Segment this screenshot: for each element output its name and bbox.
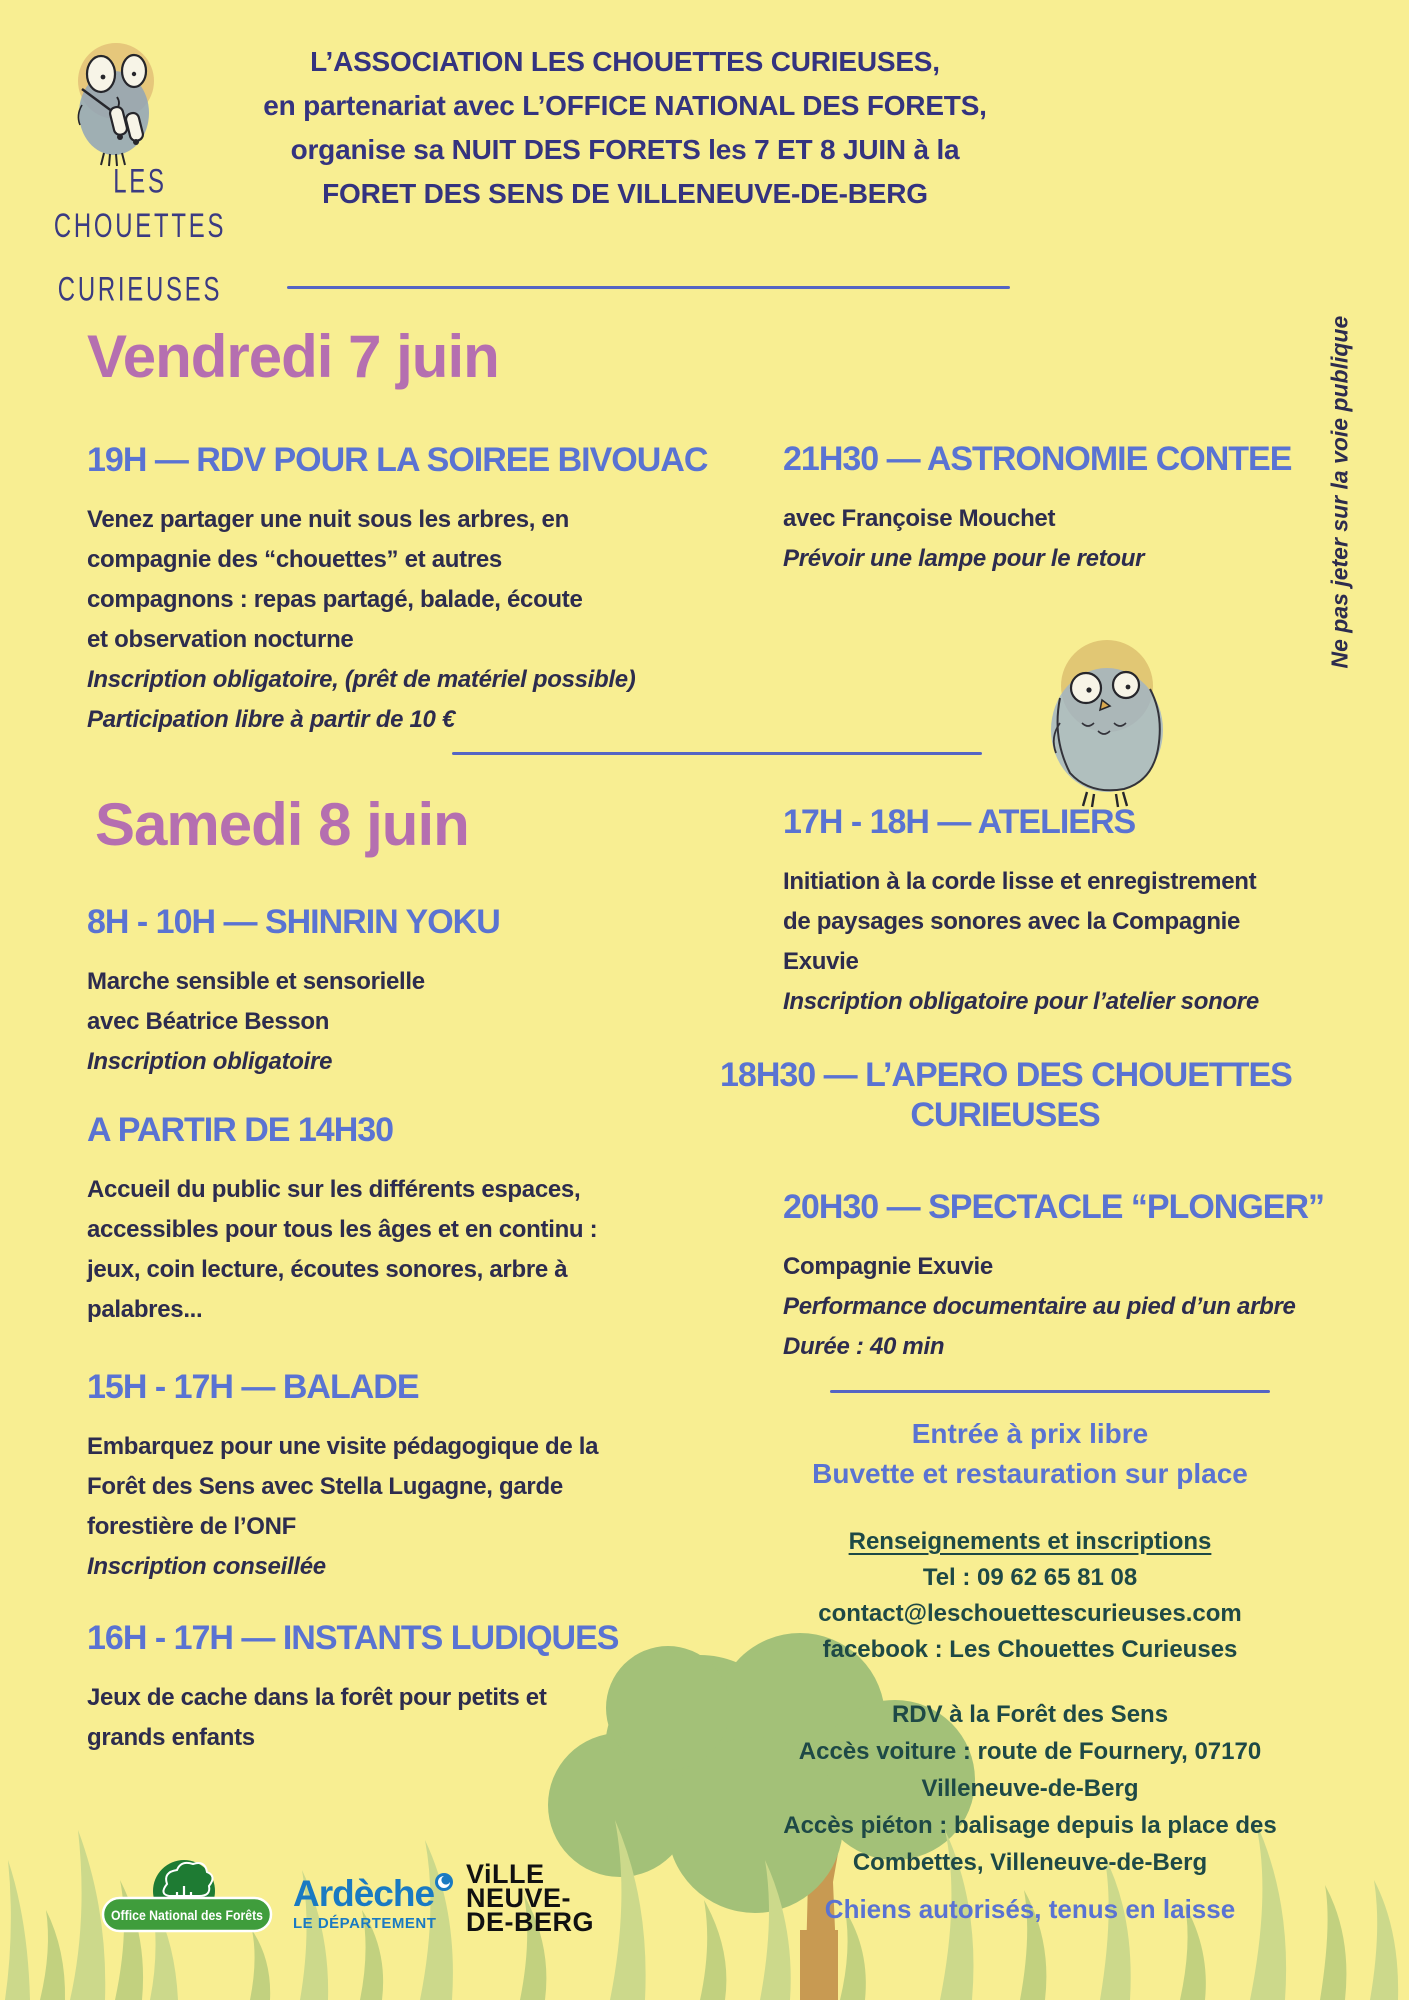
contact-block <box>750 1524 1310 1668</box>
event-accueil-title: A PARTIR DE 14H30 <box>87 1111 394 1149</box>
event-shinrin <box>87 900 602 1082</box>
villeneuve-logo-line3: DE-BERG <box>466 1907 595 1937</box>
header-divider <box>287 286 1010 289</box>
event-bivouac-note2: Participation libre à partir de 10 € <box>87 706 455 733</box>
event-astronomie-title: 21H30 — ASTRONOMIE CONTEE <box>783 440 1292 478</box>
event-apero-title-line1: 18H30 — L’APERO DES CHOUETTES <box>720 1056 1292 1094</box>
access-rdv: RDV à la Forêt des Sens <box>891 1701 1169 1728</box>
entry-line1: Entrée à prix libre <box>911 1418 1149 1449</box>
brand-name-line1: LES CHOUETTES <box>53 160 227 246</box>
header-line4: FORET DES SENS DE VILLENEUVE-DE-BERG <box>322 178 928 209</box>
ardeche-logo-sub: LE DÉPARTEMENT <box>293 1915 437 1932</box>
access-block <box>750 1696 1310 1881</box>
ardeche-logo <box>293 1872 473 1932</box>
event-spectacle-note2: Durée : 40 min <box>783 1333 945 1360</box>
event-accueil <box>87 1108 602 1330</box>
event-ludiques-body: Jeux de cache dans la forêt pour petits et grands enfants <box>87 1684 547 1751</box>
entry-line2: Buvette et restauration sur place <box>812 1458 1248 1489</box>
dogs-note: Chiens autorisés, tenus en laisse <box>824 1894 1236 1924</box>
event-ateliers <box>783 800 1288 1022</box>
villeneuve-logo <box>466 1859 596 1937</box>
event-spectacle <box>783 1185 1325 1367</box>
event-astronomie-note: Prévoir une lampe pour le retour <box>783 545 1145 572</box>
saturday-title: Samedi 8 juin <box>95 791 469 858</box>
contact-tel: Tel : 09 62 65 81 08 <box>922 1564 1138 1591</box>
event-shinrin-title: 8H - 10H — SHINRIN YOKU <box>87 903 500 941</box>
event-spectacle-note1: Performance documentaire au pied d’un arbre <box>783 1293 1296 1320</box>
section-divider <box>452 752 982 755</box>
event-ateliers-note: Inscription obligatoire pour l’atelier sonore <box>783 988 1259 1015</box>
event-spectacle-title: 20H30 — SPECTACLE “PLONGER” <box>783 1188 1325 1226</box>
entry-info <box>750 1414 1310 1494</box>
info-divider <box>830 1390 1270 1393</box>
event-balade-body: Embarquez pour une visite pédagogique de la Forêt des Sens avec Stella Lugagne, garde forestière de l’ONF <box>87 1433 599 1540</box>
event-balade-title: 15H - 17H — BALADE <box>87 1368 419 1406</box>
header-line3: organise sa NUIT DES FORETS les 7 ET 8 JUIN à la <box>290 134 960 165</box>
event-balade <box>87 1365 602 1587</box>
header-line1: L’ASSOCIATION LES CHOUETTES CURIEUSES, <box>310 46 940 77</box>
brand-name <box>39 158 241 311</box>
event-bivouac-note1: Inscription obligatoire, (prêt de matériel possible) <box>87 666 636 693</box>
contact-facebook: facebook : Les Chouettes Curieuses <box>822 1636 1238 1663</box>
access-foot: Accès piéton : balisage depuis la place des Combettes, Villeneuve-de-Berg <box>783 1812 1277 1876</box>
event-bivouac-body: Venez partager une nuit sous les arbres, en compagnie des “chouettes” et autres compagnons : repas partagé, balade, écoute et observation nocturne <box>87 506 583 653</box>
event-astronomie-body: avec Françoise Mouchet <box>783 505 1056 532</box>
onf-logo-label: Office National des Forêts <box>111 1907 264 1923</box>
brand-name-line2: CURIEUSES <box>57 268 223 309</box>
villeneuve-logo-line2: NEUVE- <box>466 1883 572 1913</box>
contact-title: Renseignements et inscriptions <box>848 1528 1212 1555</box>
ardeche-swirl-icon <box>434 1872 454 1892</box>
ardeche-logo-name: Ardèche <box>293 1872 473 1913</box>
event-ludiques <box>87 1616 619 1758</box>
event-bivouac <box>87 438 708 740</box>
event-apero <box>720 1055 1290 1135</box>
event-ludiques-title: 16H - 17H — INSTANTS LUDIQUES <box>87 1619 619 1657</box>
side-note-vertical: Ne pas jeter sur la voie publique <box>1326 315 1353 669</box>
event-shinrin-note: Inscription obligatoire <box>87 1048 333 1075</box>
onf-logo <box>95 1858 280 1938</box>
villeneuve-logo-line1: ViLLE <box>466 1859 545 1889</box>
event-ateliers-body: Initiation à la corde lisse et enregistrement de paysages sonores avec la Compagnie Exuvie <box>783 868 1257 975</box>
event-shinrin-line1: Marche sensible et sensorielle <box>87 968 425 995</box>
event-apero-title-line2: CURIEUSES <box>910 1096 1100 1134</box>
header-intro <box>240 40 1010 216</box>
friday-title: Vendredi 7 juin <box>87 323 499 390</box>
event-balade-note: Inscription conseillée <box>87 1553 326 1580</box>
header-line2: en partenariat avec L’OFFICE NATIONAL DES FORETS, <box>263 90 987 121</box>
event-spectacle-body: Compagnie Exuvie <box>783 1253 993 1280</box>
event-shinrin-line2: avec Béatrice Besson <box>87 1008 330 1035</box>
event-accueil-body: Accueil du public sur les différents espaces, accessibles pour tous les âges et en continu : jeux, coin lecture, écoutes sonores, arbre à palabres... <box>87 1176 598 1323</box>
owl-illustration <box>1012 628 1202 813</box>
event-astronomie <box>783 437 1292 579</box>
event-ateliers-title: 17H - 18H — ATELIERS <box>783 803 1136 841</box>
access-car: Accès voiture : route de Fournery, 07170 Villeneuve-de-Berg <box>798 1738 1262 1802</box>
brand-owl-icon <box>52 35 197 167</box>
contact-email: contact@leschouettescurieuses.com <box>818 1600 1242 1627</box>
event-bivouac-title: 19H — RDV POUR LA SOIREE BIVOUAC <box>87 441 708 479</box>
